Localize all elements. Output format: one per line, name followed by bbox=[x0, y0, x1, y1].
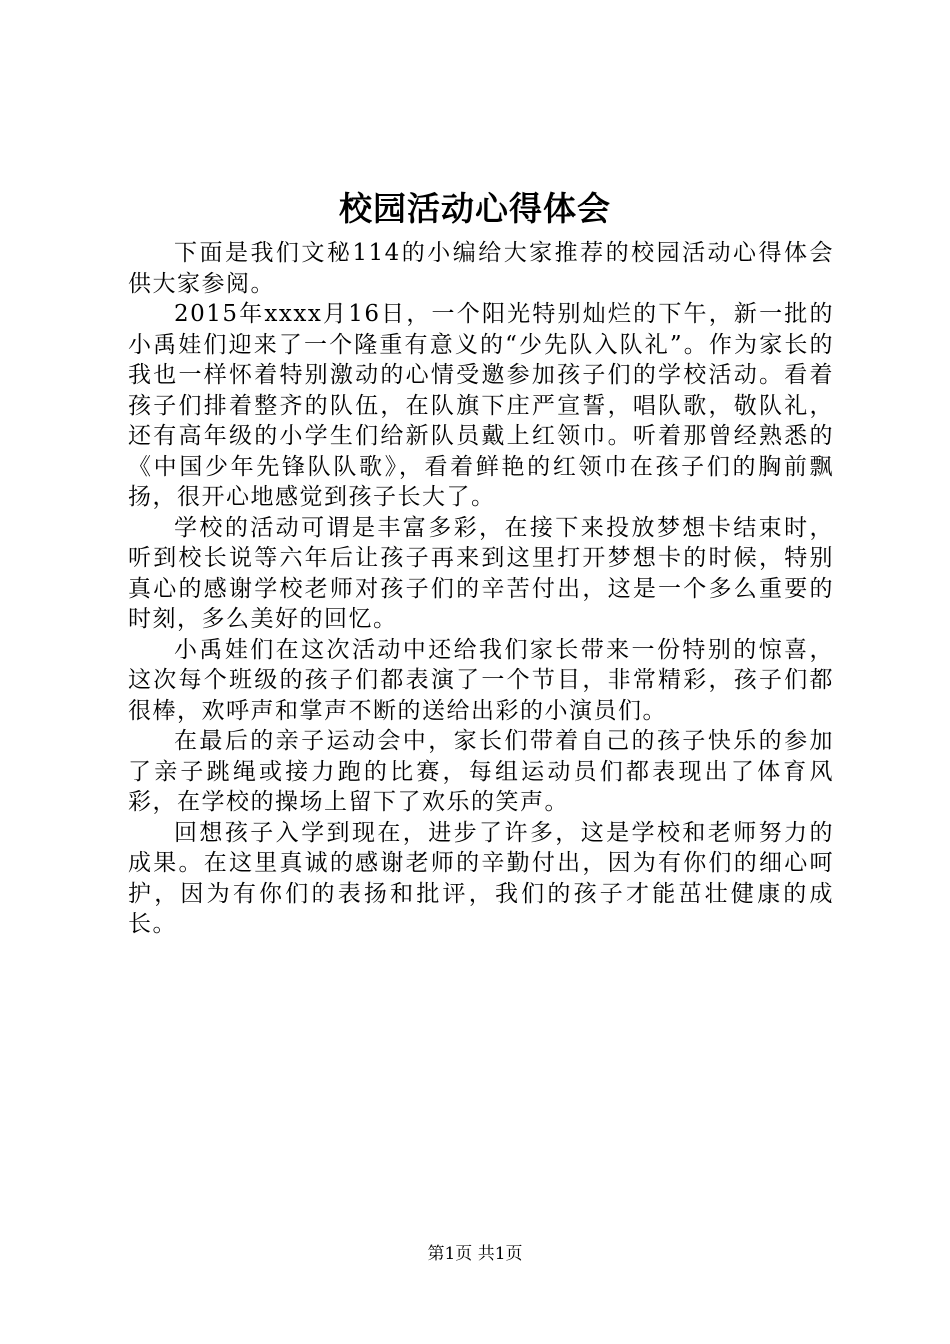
document-title: 校园活动心得体会 bbox=[339, 189, 611, 228]
paragraph-performance: 小禹娃们在这次活动中还给我们家长带来一份特别的惊喜，这次每个班级的孩子们都表演了一个节目，非常精彩，孩子们都很棒，欢呼声和掌声不断的送给出彩的小演员们。 bbox=[128, 636, 834, 724]
paragraph-sports: 在最后的亲子运动会中，家长们带着自己的孩子快乐的参加了亲子跳绳或接力跑的比赛，每组运动员们都表现出了体育风彩，在学校的操场上留下了欢乐的笑声。 bbox=[128, 728, 834, 815]
paragraph-dream-card: 学校的活动可谓是丰富多彩，在接下来投放梦想卡结束时，听到校长说等六年后让孩子再来到这里打开梦想卡的时候，特别真心的感谢学校老师对孩子们的辛苦付出，这是一个多么重要的时刻，多么美好的回忆。 bbox=[128, 514, 834, 632]
document-body bbox=[128, 238, 834, 940]
paragraph-intro: 下面是我们文秘114的小编给大家推荐的校园活动心得体会供大家参阅。 bbox=[128, 240, 834, 297]
paragraph-ceremony: 2015年xxxx月16日，一个阳光特别灿烂的下午，新一批的小禹娃们迎来了一个隆重有意义的“少先队入队礼”。作为家长的我也一样怀着特别激动的心情受邀参加孩子们的学校活动。看着孩子们排着整齐的队伍，在队旗下庄严宣誓，唱队歌，敬队礼，还有高年级的小学生们给新队员戴上红领巾。听着那曾经熟悉的《中国少年先锋队队歌》，看着鲜艳的红领巾在孩子们的胸前飘扬，很开心地感觉到孩子长大了。 bbox=[128, 301, 834, 510]
paragraph-conclusion: 回想孩子入学到现在，进步了许多，这是学校和老师努力的成果。在这里真诚的感谢老师的辛勤付出，因为有你们的细心呵护，因为有你们的表扬和批评，我们的孩子才能茁壮健康的成长。 bbox=[128, 819, 834, 937]
page-number-footer: 第1页 共1页 bbox=[427, 1244, 523, 1264]
